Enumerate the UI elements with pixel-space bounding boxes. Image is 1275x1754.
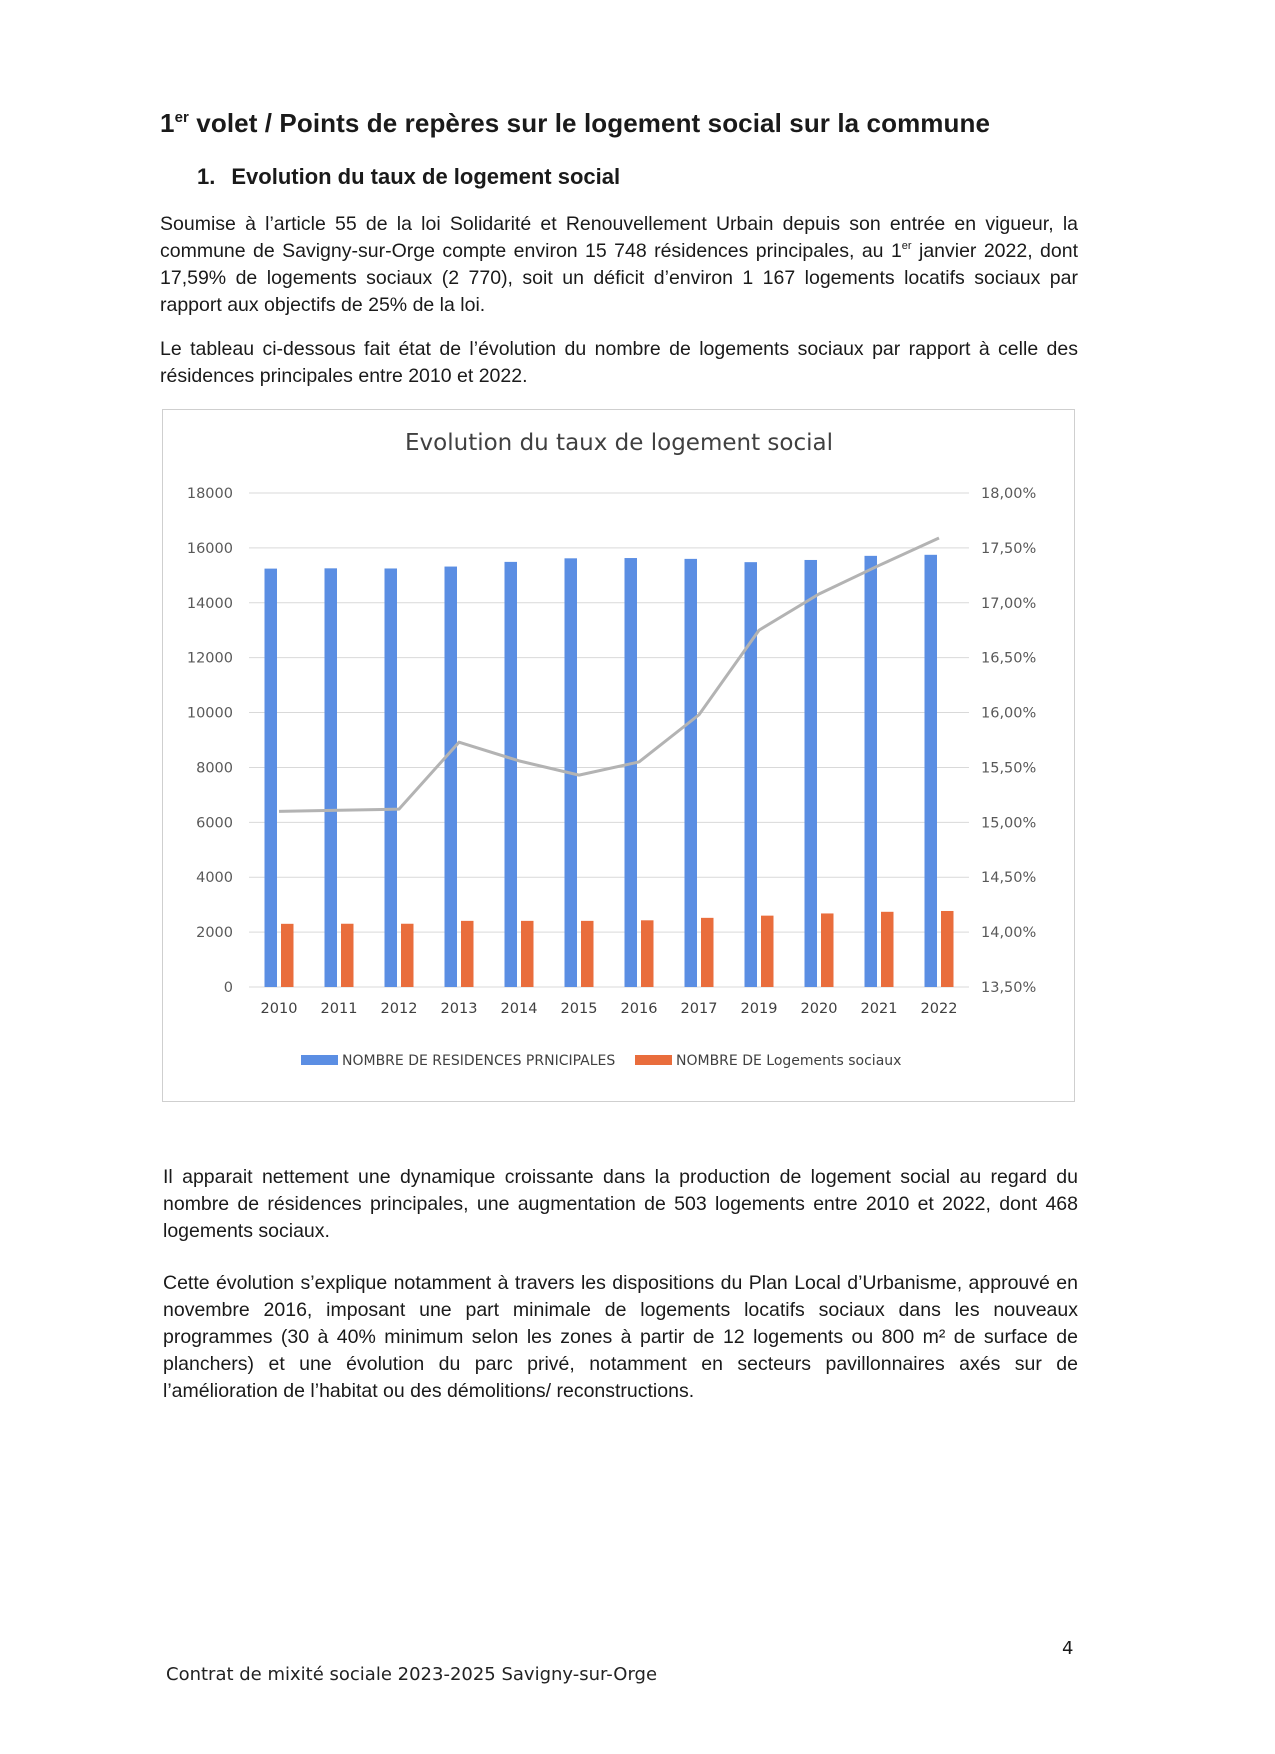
chart-svg — [163, 410, 1076, 1103]
y-right-tick-label: 17,50% — [981, 540, 1037, 557]
line-taux-logement-social — [279, 538, 939, 811]
bar-logements-sociaux — [701, 918, 714, 987]
legend-label-residences: NOMBRE DE RESIDENCES PRNICIPALES — [342, 1053, 616, 1069]
x-tick-label: 2011 — [320, 1001, 358, 1017]
bar-residences-principales — [445, 567, 458, 987]
bar-logements-sociaux — [281, 924, 294, 987]
bar-residences-principales — [925, 555, 938, 987]
bar-logements-sociaux — [581, 921, 594, 987]
x-tick-label: 2022 — [920, 1001, 958, 1017]
bar-logements-sociaux — [761, 916, 774, 987]
paragraph-intro: Soumise à l’article 55 de la loi Solidarité et Renouvellement Urbain depuis son entrée en vigueur, la commune de Savigny-sur-Orge compte environ 15 748 résidences principales, au 1er janvier 2022, dont 17,59% de logements sociaux (2 770), soit un déficit d’environ 1 167 logements locatifs sociaux par rapport aux objectifs de 25% de la loi. — [160, 213, 1078, 316]
section-heading — [197, 164, 620, 190]
y-left-tick-label: 10000 — [186, 705, 233, 722]
section-number: 1. — [197, 164, 216, 189]
legend-swatch-logements-sociaux — [635, 1055, 672, 1065]
y-right-tick-label: 16,50% — [981, 650, 1037, 667]
x-tick-label: 2014 — [500, 1001, 538, 1017]
x-tick-label: 2021 — [860, 1001, 898, 1017]
bar-residences-principales — [805, 560, 818, 987]
y-right-tick-label: 15,00% — [981, 815, 1037, 832]
y-left-tick-label: 12000 — [186, 650, 233, 667]
x-tick-label: 2020 — [800, 1001, 838, 1017]
x-tick-label: 2016 — [620, 1001, 658, 1017]
y-right-tick-label: 18,00% — [981, 486, 1037, 502]
bar-logements-sociaux — [401, 924, 414, 987]
x-tick-label: 2010 — [260, 1001, 298, 1017]
bar-logements-sociaux — [521, 921, 534, 987]
legend-label-logements-sociaux: NOMBRE DE Logements sociaux — [676, 1053, 902, 1069]
y-right-tick-label: 14,50% — [981, 870, 1037, 887]
chart-title: Evolution du taux de logement social — [405, 430, 833, 456]
y-left-tick-label: 4000 — [196, 870, 233, 887]
bar-logements-sociaux — [941, 911, 954, 987]
section-title: Evolution du taux de logement social — [231, 164, 621, 189]
bar-residences-principales — [325, 568, 338, 987]
y-left-tick-label: 2000 — [196, 925, 233, 942]
page-footer: Contrat de mixité sociale 2023-2025 Savigny-sur-Orge — [166, 1664, 658, 1685]
paragraph-table-intro: Le tableau ci-dessous fait état de l’évolution du nombre de logements sociaux par rapport à celle des résidences principales entre 2010 et 2022. — [160, 338, 1078, 387]
volet-heading: 1er volet / Points de repères sur le logement social sur la commune — [160, 108, 991, 138]
bar-logements-sociaux — [821, 913, 834, 987]
x-tick-label: 2017 — [680, 1001, 718, 1017]
legend-swatch-residences — [301, 1055, 338, 1065]
bar-logements-sociaux — [461, 921, 474, 987]
y-left-tick-label: 6000 — [196, 815, 233, 832]
x-tick-label: 2012 — [380, 1001, 418, 1017]
chart-container — [162, 409, 1075, 1102]
bar-logements-sociaux — [641, 920, 654, 987]
bar-residences-principales — [505, 562, 518, 987]
bar-residences-principales — [865, 556, 878, 987]
y-right-tick-label: 13,50% — [981, 980, 1037, 996]
y-left-tick-label: 16000 — [186, 540, 233, 557]
y-right-tick-label: 17,00% — [981, 595, 1037, 612]
paragraph-dynamics: Il apparait nettement une dynamique croissante dans la production de logement social au regard du nombre de résidences principales, une augmentation de 503 logements entre 2010 et 2022, dont 468 logements sociaux. — [163, 1166, 1078, 1242]
y-right-tick-label: 15,50% — [981, 760, 1037, 777]
page-number: 4 — [1062, 1638, 1074, 1659]
y-right-tick-label: 14,00% — [981, 925, 1037, 942]
bar-logements-sociaux — [881, 912, 894, 987]
bar-residences-principales — [685, 559, 698, 987]
bar-logements-sociaux — [341, 924, 354, 987]
bar-residences-principales — [745, 562, 758, 987]
x-tick-label: 2019 — [740, 1001, 778, 1017]
paragraph-plu: Cette évolution s’explique notamment à travers les dispositions du Plan Local d’Urbanisme, approuvé en novembre 2016, imposant une part minimale de logements locatifs sociaux dans les nouveaux programmes (30 à 40% minimum selon les zones à partir de 12 logements ou 800 m² de surface de planchers) et une évolution du parc privé, notamment en secteurs pavillonnaires axés sur de l’amélioration de l’habitat ou des démolitions/ reconstructions. — [163, 1272, 1078, 1402]
bar-residences-principales — [385, 568, 398, 987]
y-left-tick-label: 8000 — [196, 760, 233, 777]
bar-residences-principales — [265, 569, 278, 987]
y-left-tick-label: 18000 — [186, 486, 233, 502]
x-tick-label: 2013 — [440, 1001, 478, 1017]
y-right-tick-label: 16,00% — [981, 705, 1037, 722]
y-left-tick-label: 0 — [223, 980, 233, 996]
y-left-tick-label: 14000 — [186, 595, 233, 612]
bar-residences-principales — [625, 558, 638, 987]
x-tick-label: 2015 — [560, 1001, 598, 1017]
